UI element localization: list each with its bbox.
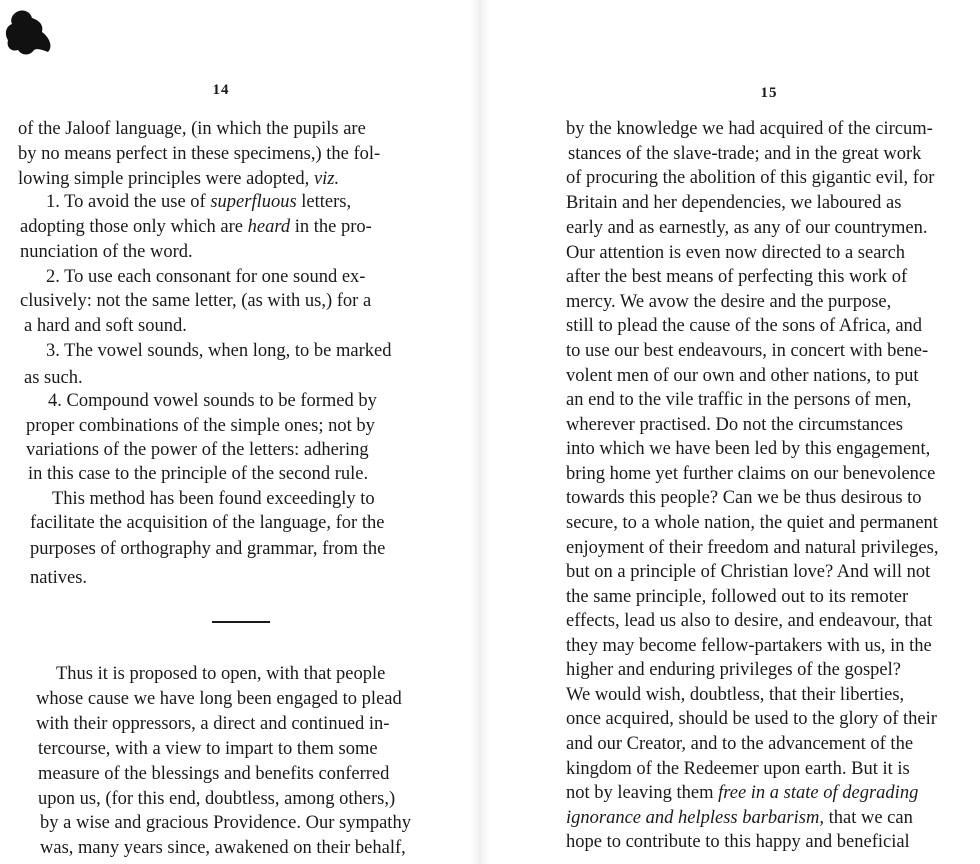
italic-free: free in a state of degrading	[718, 783, 919, 803]
text-line: hope to contribute to this happy and beneficial	[566, 832, 910, 852]
text-line: higher and enduring privileges of the gospel?	[566, 660, 901, 680]
line-text: letters,	[296, 192, 352, 212]
text-line: volent men of our own and other nations, to put	[566, 366, 919, 386]
text-line: This method has been found exceedingly to	[52, 489, 375, 509]
page-number: 15	[760, 85, 778, 101]
text-line: secure, to a whole nation, the quiet and permanent	[566, 513, 938, 533]
text-line: by the knowledge we had acquired of the circum-	[566, 119, 933, 139]
text-line: proper combinations of the simple ones; not by	[26, 416, 375, 436]
text-line: they may become fellow-partakers with us, in the	[566, 636, 932, 656]
text-line: kingdom of the Redeemer upon earth. But it is	[566, 759, 910, 779]
text-line: whose cause we have long been engaged to plead	[36, 689, 402, 709]
text-line: We would wish, doubtless, that their liberties,	[566, 685, 905, 705]
text-line: 2. To use each consonant for one sound ex-	[46, 267, 366, 287]
right-page	[490, 0, 980, 864]
book-gutter	[470, 0, 490, 864]
text-line: facilitate the acquisition of the language, for the	[30, 513, 385, 533]
text-line: measure of the blessings and benefits conferred	[38, 764, 390, 784]
text-line: effects, lead us also to desire, and endeavour, that	[566, 611, 933, 631]
text-line: clusively: not the same letter, (as with us,) for a	[20, 291, 372, 311]
text-line: of procuring the abolition of this gigantic evil, for	[566, 168, 935, 188]
line-text: that we can	[828, 808, 913, 828]
text-line: stances of the slave-trade; and in the great work	[568, 144, 922, 164]
text-line	[20, 215, 372, 239]
text-line: Our attention is even now directed to a search	[566, 243, 906, 263]
text-line: mercy. We avow the desire and the purpose,	[566, 292, 892, 312]
text-line: but on a principle of Christian love? And will not	[566, 562, 931, 582]
text-line: 4. Compound vowel sounds to be formed by	[48, 391, 377, 411]
text-line: by a wise and gracious Providence. Our sympathy	[40, 813, 411, 833]
text-line: Thus it is proposed to open, with that people	[56, 664, 386, 684]
text-line: a hard and soft sound.	[24, 316, 187, 336]
text-line	[566, 781, 918, 805]
text-line: still to plead the cause of the sons of Africa, and	[566, 316, 923, 336]
line-text: 1. To avoid the use of	[46, 192, 206, 212]
line-text: lowing simple principles were adopted,	[18, 169, 310, 189]
text-line: after the best means of perfecting this work of	[566, 267, 908, 287]
text-line: and our Creator, and to the advancement of the	[566, 734, 914, 754]
text-line	[18, 167, 339, 191]
text-line: Britain and her dependencies, we laboured as	[566, 193, 902, 213]
text-line: by no means perfect in these specimens,) the fol-	[18, 144, 381, 164]
text-line: variations of the power of the letters: adhering	[26, 440, 369, 460]
text-line: was, many years since, awakened on their behalf,	[40, 838, 406, 858]
text-line: as such.	[24, 368, 83, 388]
text-line: towards this people? Can we be thus desirous to	[566, 488, 922, 508]
text-line	[566, 806, 913, 830]
text-line: tercourse, with a view to impart to them some	[38, 739, 378, 759]
text-line: an end to the vile traffic in the persons of men,	[566, 390, 912, 410]
italic-ignorance: ignorance and helpless barbarism,	[566, 808, 824, 828]
italic-viz: viz.	[313, 169, 340, 189]
line-text: adopting those only which are	[20, 217, 243, 237]
line-text: in the pro-	[290, 217, 372, 237]
text-line: in this case to the principle of the second rule.	[28, 464, 369, 484]
text-line: of the Jaloof language, (in which the pupils are	[18, 119, 366, 139]
page-number: 14	[212, 82, 230, 98]
text-line: wherever practised. Do not the circumstances	[566, 415, 903, 435]
italic-superfluous: superfluous	[210, 192, 297, 212]
text-line: natives.	[30, 568, 88, 588]
text-line: enjoyment of their freedom and natural privileges,	[566, 538, 939, 558]
text-line: nunciation of the word.	[20, 242, 193, 262]
text-line: with their oppressors, a direct and continued in-	[36, 714, 390, 734]
italic-heard: heard	[247, 217, 291, 237]
section-divider	[212, 621, 270, 623]
text-line: bring home yet further claims on our benevolence	[566, 464, 936, 484]
line-text: not by leaving them	[566, 783, 714, 803]
text-line: once acquired, should be used to the glory of their	[566, 709, 937, 729]
text-line: purposes of orthography and grammar, from the	[30, 539, 386, 559]
left-page	[0, 0, 470, 864]
text-line: the same principle, followed out to its remoter	[566, 587, 909, 607]
text-line	[46, 190, 351, 214]
text-line: upon us, (for this end, doubtless, among others,)	[38, 789, 396, 809]
text-line: early and as earnestly, as any of our countrymen.	[566, 218, 928, 238]
text-line: 3. The vowel sounds, when long, to be marked	[46, 341, 392, 361]
text-line: to use our best endeavours, in concert with bene-	[566, 341, 929, 361]
text-line: into which we have been led by this engagement,	[566, 439, 931, 459]
